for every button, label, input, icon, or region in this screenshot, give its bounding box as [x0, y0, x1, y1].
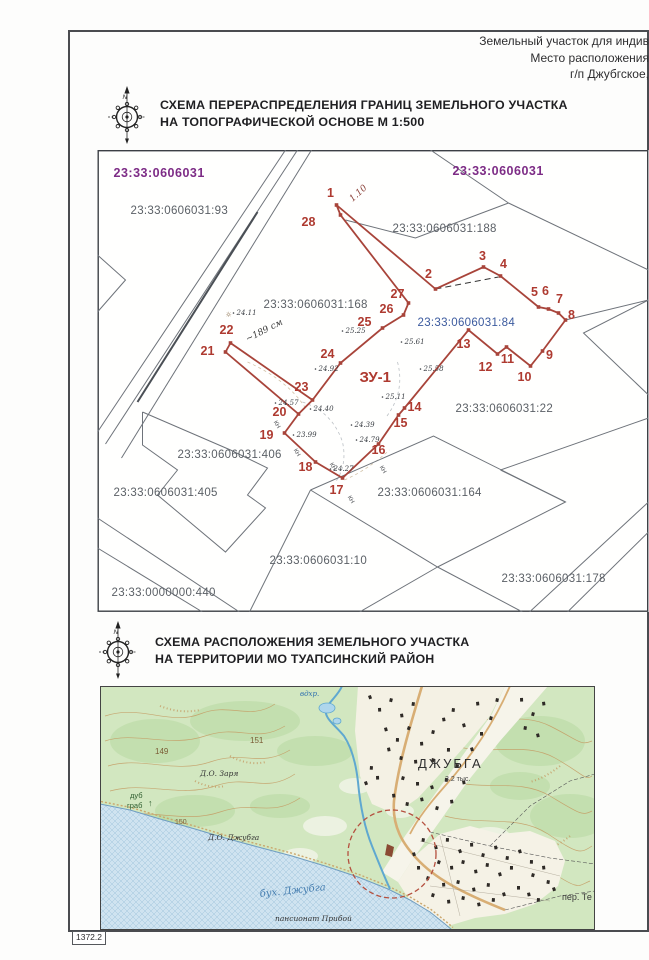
elevation-dot	[275, 402, 277, 404]
building	[442, 883, 445, 887]
building	[476, 702, 479, 706]
kn-mark: КН	[377, 465, 387, 475]
elevation-dot	[310, 408, 312, 410]
building	[530, 860, 533, 864]
boundary-point-number: 13	[456, 337, 471, 351]
building	[417, 866, 420, 870]
boundary-point-marker	[499, 274, 503, 278]
building	[400, 714, 404, 718]
boundary-point-number: 3	[479, 249, 486, 263]
header-line-3: г/п Джубгское,	[569, 67, 649, 81]
boundary-point-number: 10	[517, 370, 532, 384]
kn-mark: КН	[327, 462, 337, 472]
boundary-point-marker	[529, 364, 533, 368]
elevation-mark: 25.61	[404, 338, 425, 346]
parcel-cadastral-number: 23:33:0606031:93	[130, 205, 229, 217]
elevation-dot	[315, 368, 317, 370]
boundary-point-marker	[341, 476, 345, 480]
cadastral-map	[97, 150, 649, 612]
boundary-point-number: 6	[542, 284, 549, 298]
boundary-point-marker	[335, 203, 339, 207]
scheme2-title-line2: НА ТЕРРИТОРИИ МО ТУАПСИНСКИЙ РАЙОН	[155, 651, 435, 666]
elevation-dot	[356, 439, 358, 441]
compass-rose-icon	[106, 86, 148, 149]
parcel-cadastral-number: 23:33:0606031:405	[113, 487, 218, 499]
topo-map-label: Д.О. Джубга	[208, 833, 260, 842]
boundary-point-marker	[541, 349, 545, 353]
boundary-point-marker	[224, 350, 228, 354]
topo-map-label: Д.О. Заря	[200, 769, 239, 778]
boundary-point-number: 1	[327, 186, 334, 200]
building	[452, 708, 455, 712]
boundary-point-number: 28	[301, 215, 316, 229]
boundary-point-number: 18	[298, 460, 313, 474]
page-frame-left	[68, 30, 70, 932]
building	[494, 846, 498, 850]
boundary-point-number: 2	[425, 267, 432, 281]
topo-map-label: 150	[175, 819, 187, 826]
boundary-point-number: 11	[500, 352, 515, 366]
boundary-point-marker	[402, 313, 406, 317]
building	[396, 738, 399, 742]
topo-map-label: пер. Те	[562, 892, 592, 902]
clearing	[303, 816, 347, 836]
elevation-mark: 24.39	[354, 421, 375, 429]
elevation-mark: 24.11	[236, 309, 257, 317]
elevation-mark: 24.27	[333, 465, 354, 473]
boundary-point-marker	[407, 301, 411, 305]
building	[542, 866, 545, 870]
svg-text:N: N	[122, 94, 128, 101]
building	[517, 886, 520, 890]
kn-mark: КН	[271, 420, 281, 430]
elevation-mark: 25.11	[385, 393, 406, 401]
building	[486, 863, 489, 867]
elevation-mark: 24.92	[318, 365, 339, 373]
forest-patch	[190, 701, 300, 741]
topo-map-label: пансионат Прибой	[275, 914, 352, 923]
topo-map-label: вдхр.	[300, 690, 320, 698]
topo-map-label: 149	[155, 747, 169, 756]
building	[405, 802, 409, 806]
subject-parcel-label: ЗУ-1	[359, 369, 391, 386]
boundary-point-marker	[537, 305, 541, 309]
elevation-dot	[342, 330, 344, 332]
building	[378, 708, 381, 712]
parcel-cadastral-number: 23:33:0606031:22	[455, 403, 554, 415]
parcel-cadastral-number: 23:33:0606031:188	[392, 223, 497, 235]
topo-map-label: граб	[127, 801, 143, 810]
boundary-point-marker	[434, 287, 438, 291]
building	[474, 869, 478, 873]
handwritten-annotation: ~189 см	[244, 317, 285, 345]
boundary-point-marker	[564, 318, 568, 322]
cadastral-quarter-label: 23:33:0606031	[113, 166, 205, 180]
building	[447, 900, 450, 904]
building	[414, 760, 417, 764]
boundary-point-number: 5	[531, 285, 538, 299]
building	[450, 866, 453, 870]
boundary-point-marker	[339, 361, 343, 365]
boundary-point-marker	[381, 326, 385, 330]
svg-text:N: N	[113, 629, 119, 636]
building	[470, 843, 473, 847]
building	[487, 883, 490, 887]
boundary-point-number: 14	[407, 400, 422, 414]
scheme1-title-line1: СХЕМА ПЕРЕРАСПРЕДЕЛЕНИЯ ГРАНИЦ ЗЕМЕЛЬНОГО УЧАСТКА	[160, 98, 568, 112]
boundary-point-number: 25	[357, 315, 372, 329]
building	[392, 794, 395, 798]
elevation-mark: 24.79	[359, 436, 380, 444]
building	[370, 766, 373, 770]
boundary-point-marker	[557, 311, 561, 315]
scheme1-title	[160, 97, 568, 130]
boundary-point-marker	[311, 398, 315, 402]
parcel-cadastral-number: 23:33:0606031:164	[377, 487, 482, 499]
elevation-dot	[382, 396, 384, 398]
page-frame-bottom	[68, 930, 649, 932]
boundary-point-number: 17	[329, 483, 344, 497]
boundary-point-number: 4	[500, 257, 507, 271]
building	[537, 898, 540, 902]
elevation-mark: 25.58	[423, 365, 444, 373]
boundary-point-marker	[229, 341, 233, 345]
elevation-dot	[401, 341, 403, 343]
parcel-cadastral-number: 23:33:0606031:84	[417, 317, 516, 329]
elevation-mark: 25.25	[345, 327, 366, 335]
building	[505, 856, 508, 860]
handwritten-annotation: ☼	[225, 311, 232, 319]
building	[411, 702, 414, 706]
topo-map-label: ДЖУБГА	[418, 756, 483, 771]
boundary-point-number: 12	[478, 360, 493, 374]
parcel-cadastral-number: 23:33:0606031:406	[177, 449, 282, 461]
building	[421, 838, 425, 842]
elevation-dot	[233, 312, 235, 314]
building	[546, 880, 550, 884]
boundary-point-marker	[314, 460, 318, 464]
elevation-dot	[420, 368, 422, 370]
building	[542, 702, 545, 706]
cadastral-quarter-label: 23:33:0606031	[452, 164, 544, 178]
boundary-point-number: 24	[320, 347, 335, 361]
topo-map-label: ↑	[148, 798, 153, 808]
building	[376, 776, 379, 780]
kn-mark: КН	[345, 495, 355, 505]
building	[523, 726, 527, 730]
handwritten-annotation: 1.10	[347, 183, 370, 205]
boundary-point-marker	[482, 265, 486, 269]
pond	[333, 718, 341, 724]
topo-map-label: 151	[250, 736, 264, 745]
boundary-point-number: 7	[556, 292, 563, 306]
elevation-dot	[351, 424, 353, 426]
building	[520, 698, 523, 702]
header-line-1: Земельный участок для индив	[479, 34, 649, 48]
kn-mark: КН	[291, 448, 301, 458]
boundary-point-marker	[496, 352, 500, 356]
building	[446, 838, 449, 842]
boundary-point-marker	[547, 307, 551, 311]
boundary-point-marker	[283, 431, 287, 435]
boundary-point-number: 27	[390, 287, 405, 301]
forest-patch	[110, 719, 200, 763]
building	[442, 717, 446, 721]
parcel-cadastral-number: 23:33:0606031:178	[501, 573, 606, 585]
boundary-point-marker	[297, 412, 301, 416]
location-map	[100, 686, 595, 930]
elevation-mark: 24.40	[313, 405, 334, 413]
elevation-mark: 24.57	[278, 399, 299, 407]
boundary-point-number: 16	[371, 443, 386, 457]
boundary-point-marker	[505, 345, 509, 349]
boundary-point-number: 21	[200, 344, 215, 358]
boundary-point-number: 8	[568, 308, 575, 322]
boundary-point-marker	[403, 406, 407, 410]
building	[416, 782, 419, 786]
boundary-point-marker	[339, 213, 343, 217]
page-frame-top	[68, 30, 649, 32]
sheet-number: 1372.2	[72, 931, 106, 945]
topo-map-label: бух. Джубга	[259, 882, 327, 900]
building	[510, 866, 513, 870]
building	[492, 898, 495, 902]
building	[450, 800, 453, 804]
boundary-point-number: 23	[294, 380, 309, 394]
compass-rose-icon	[97, 621, 139, 684]
elevation-mark: 23.99	[296, 431, 317, 439]
building	[447, 748, 450, 752]
topo-map-label: 3.2 тыс.	[445, 776, 471, 783]
header-note	[229, 33, 649, 83]
building	[420, 742, 423, 746]
topo-map-label: дуб	[130, 791, 143, 800]
header-line-2: Место расположения	[530, 50, 649, 65]
forest-patch	[490, 772, 550, 800]
boundary-point-number: 15	[393, 416, 408, 430]
building	[480, 732, 483, 736]
boundary-point-number: 9	[546, 348, 553, 362]
boundary-point-number: 20	[272, 405, 287, 419]
forest-patch	[250, 794, 310, 818]
elevation-dot	[293, 434, 295, 436]
pond	[319, 703, 335, 713]
parcel-cadastral-number: 23:33:0606031:168	[263, 299, 368, 311]
boundary-point-number: 19	[259, 428, 274, 442]
parcel-cadastral-number: 23:33:0000000:440	[111, 587, 216, 599]
scheme1-title-line2: НА ТОПОГРАФИЧЕСКОЙ ОСНОВЕ М 1:500	[160, 114, 425, 129]
boundary-point-number: 26	[379, 302, 394, 316]
scheme2-title-line1: СХЕМА РАСПОЛОЖЕНИЯ ЗЕМЕЛЬНОГО УЧАСТКА	[155, 635, 470, 649]
parcel-cadastral-number: 23:33:0606031:10	[269, 555, 368, 567]
boundary-point-number: 22	[219, 323, 234, 337]
scheme2-title	[155, 634, 469, 667]
